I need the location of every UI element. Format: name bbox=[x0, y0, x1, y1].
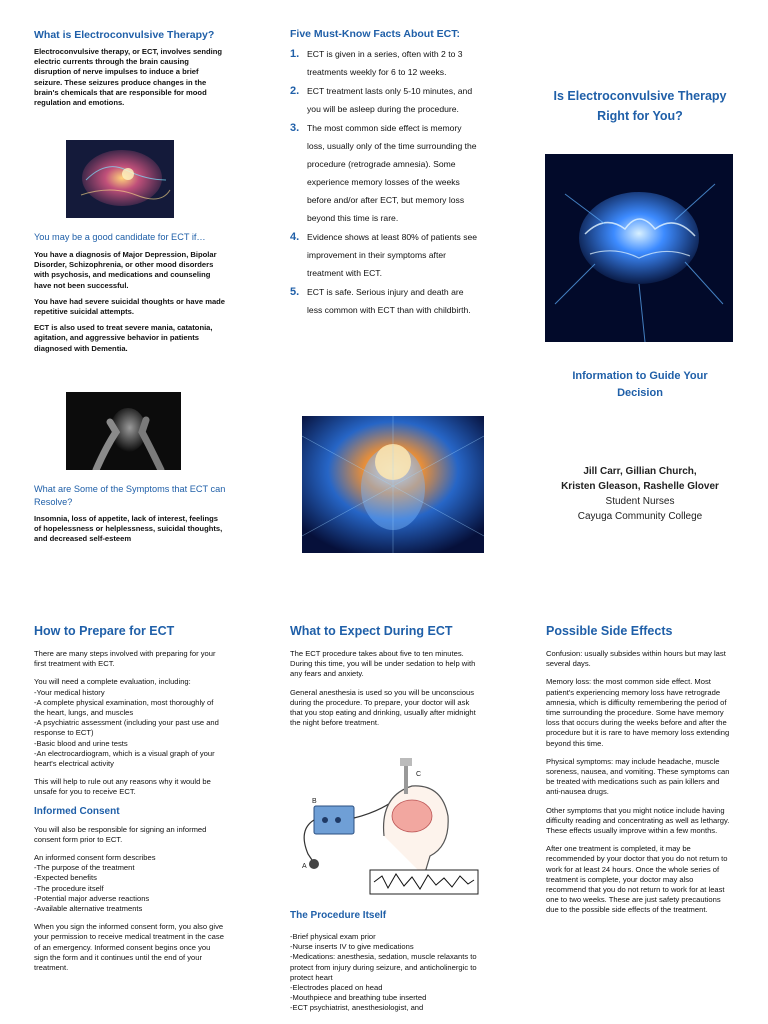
fact-number: 3. bbox=[290, 122, 300, 134]
cover-authors bbox=[540, 464, 740, 524]
symptoms-text: Insomnia, loss of appetite, lack of interest, feelings of hopelessness or helplessness, suicidal thoughts, and decreased self-esteem bbox=[34, 514, 223, 544]
side-effect-item: Confusion: usually subsides within hours but may last several days. bbox=[546, 649, 726, 669]
procedure-heading: The Procedure Itself bbox=[290, 910, 387, 921]
fact-item bbox=[290, 48, 478, 81]
authors-line: Jill Carr, Gillian Church, bbox=[583, 466, 697, 477]
author-school: Cayuga Community College bbox=[577, 511, 703, 522]
prepare-paragraph: An informed consent form describes -The purpose of the treatment -Expected benefits -The procedure itself -Potential major adverse reactions -Available alternative treatments bbox=[34, 853, 156, 914]
side-effect-item: After one treatment is completed, it may be recommended by your doctor that you do not return to work for at least 24 hours. Once the whole series of treatment is complete, your doctor may also recommend that you do not return to work for at least one to two weeks. These are just safety precautions due to the possible side effects of the treatment. bbox=[546, 844, 728, 915]
glowing-brain-image-small bbox=[66, 140, 174, 218]
fact-number: 2. bbox=[290, 85, 300, 97]
panel-what-is-ect bbox=[34, 28, 226, 114]
blue-brain-image bbox=[545, 154, 733, 342]
fact-item bbox=[290, 85, 478, 118]
fact-text: The most common side effect is memory loss, usually only of the time surrounding the procedure (retrograde amnesia). Some experience memory losses of the weeks before and/or after ECT, but memory loss beyond this time is rare. bbox=[307, 123, 477, 223]
prepare-paragraph: There are many steps involved with preparing for your first treatment with ECT. bbox=[34, 649, 216, 669]
fact-text: ECT is safe. Serious injury and death are less common with ECT than with childbirth. bbox=[307, 287, 471, 315]
panel-cover bbox=[540, 86, 740, 126]
panel-prepare bbox=[34, 624, 224, 981]
panel5-title: What to Expect During ECT bbox=[290, 624, 453, 638]
fact-text: ECT is given in a series, often with 2 to 3 treatments weekly for 6 to 12 weeks. bbox=[307, 49, 463, 77]
side-effect-item: Other symptoms that you might notice include having difficulty reading and concentrating as well as lethargy. These effects usually improve within a few months. bbox=[546, 805, 730, 836]
prepare-paragraph: You will also be responsible for signing an informed consent form prior to ECT. bbox=[34, 824, 207, 844]
fact-text: Evidence shows at least 80% of patients see improvement in their symptoms after treatment with ECT. bbox=[307, 232, 478, 278]
prepare-paragraph: You will need a complete evaluation, including: -Your medical history -A complete physical examination, most thoroughly of the heart, lungs, and muscles -A psychiatric assessment (including your past use and response to ECT) -Basic blood and urine tests -An electrocardiogram, which is a visual graph of your heart's electrical activity bbox=[34, 677, 219, 769]
authors-line: Kristen Gleason, Rashelle Glover bbox=[561, 481, 719, 492]
fact-number: 5. bbox=[290, 286, 300, 298]
diagram-label: C bbox=[416, 771, 422, 778]
panel-five-facts bbox=[290, 28, 478, 323]
candidate-item: ECT is also used to treat severe mania, catatonia, agitation, and aggressive behavior in patients diagnosed with Dementia. bbox=[34, 323, 213, 353]
diagram-label: B bbox=[312, 798, 317, 805]
distressed-man-photo bbox=[66, 392, 181, 470]
fact-item bbox=[290, 286, 478, 319]
procedure-list: -Brief physical exam prior -Nurse inserts IV to give medications -Medications: anesthesia, sedation, muscle relaxants to protect from injury during seizure, and anticholinergic to protect heart -Electrodes placed on head -Mouthpiece and breathing tube inserted -ECT psychiatrist, anesthesiologist, and bbox=[290, 932, 477, 1013]
fact-item bbox=[290, 231, 478, 282]
fact-number: 4. bbox=[290, 231, 300, 243]
diagram-label: A bbox=[302, 863, 307, 870]
symptoms-heading: What are Some of the Symptoms that ECT can Resolve? bbox=[34, 484, 226, 507]
ect-apparatus-diagram bbox=[292, 756, 482, 898]
informed-consent-heading: Informed Consent bbox=[34, 805, 120, 817]
fact-item bbox=[290, 122, 478, 227]
prepare-paragraph: This will help to rule out any reasons why it would be unsafe for you to receive ECT. bbox=[34, 777, 211, 797]
candidate-heading: You may be a good candidate for ECT if… bbox=[34, 232, 206, 242]
panel-expect bbox=[290, 624, 480, 736]
panel4-title: How to Prepare for ECT bbox=[34, 624, 175, 638]
side-effect-item: Physical symptoms: may include headache, muscle soreness, nausea, and vomiting. These symptoms can be treated with medications such as pain killers and anti-nausea drugs. bbox=[546, 756, 730, 797]
panel-side-effects bbox=[546, 624, 734, 924]
cover-subtitle: Information to Guide Your Decision bbox=[572, 370, 708, 399]
panel1-candidate bbox=[34, 231, 226, 360]
cover-subtitle-block bbox=[555, 368, 725, 402]
prepare-paragraph: When you sign the informed consent form, you also give your permission to receive medical treatment in the case of an emergency. Informed consent begins once you sign the form and it continues until the end of your treatment. bbox=[34, 922, 224, 973]
panel6-title: Possible Side Effects bbox=[546, 624, 673, 638]
side-effect-item: Memory loss: the most common side effect. Most patient's experiencing memory loss have retrograde amnesia, which is difficulty remembering the period of time surrounding the procedure. Some have memory loss that occurs during the weeks before and after the procedure but it is rare to have memory loss extending beyond this time. bbox=[546, 677, 730, 748]
panel1-intro: Electroconvulsive therapy, or ECT, involves sending electric currents through the brain causing disruption of nerve impulses to induce a brief seizure. These seizures produce changes in the brain's chemicals that are responsible for mood regulation and emotions. bbox=[34, 47, 223, 108]
candidate-item: You have had severe suicidal thoughts or have made repetitive suicidal attempts. bbox=[34, 296, 226, 317]
panel1-title: What is Electroconvulsive Therapy? bbox=[34, 29, 215, 41]
expect-paragraph: General anesthesia is used so you will be unconscious during the procedure. To prepare, your doctor will ask that you stop eating and drinking, usually after midnight the night before treatment. bbox=[290, 687, 476, 728]
author-role: Student Nurses bbox=[605, 496, 675, 507]
panel2-title: Five Must-Know Facts About ECT: bbox=[290, 28, 460, 40]
fact-text: ECT treatment lasts only 5-10 minutes, and you will be asleep during the procedure. bbox=[307, 86, 473, 114]
cover-title: Is Electroconvulsive Therapy Right for You? bbox=[553, 89, 727, 123]
digital-head-image bbox=[302, 416, 484, 553]
fact-number: 1. bbox=[290, 48, 300, 60]
candidate-item: You have a diagnosis of Major Depression, Bipolar Disorder, Schizophrenia, or other mood disorders with psychosis, and medications and counseling have not been successful. bbox=[34, 250, 217, 290]
panel1-symptoms bbox=[34, 483, 226, 551]
expect-paragraph: The ECT procedure takes about five to ten minutes. During this time, you will be under sedation to help with any fears and anxiety. bbox=[290, 649, 476, 679]
panel5-procedure bbox=[290, 910, 480, 1022]
